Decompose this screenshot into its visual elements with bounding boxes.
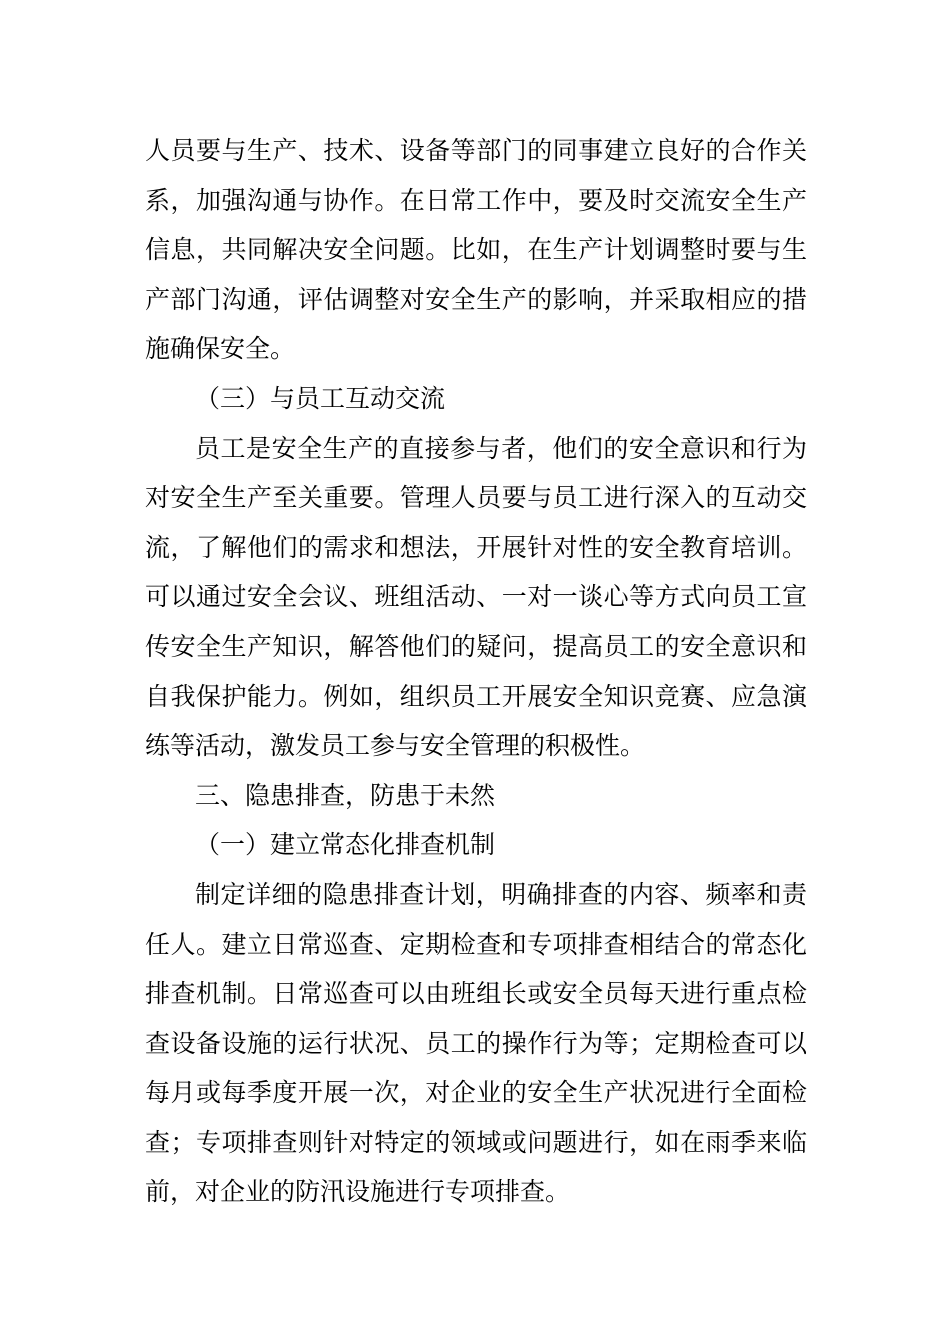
paragraph-continuation: 人员要与生产、技术、设备等部门的同事建立良好的合作关系，加强沟通与协作。在日常工作中，要及时交流安全生产信息，共同解决安全问题。比如，在生产计划调整时要与生产部门沟通，评估调整对安全生产的影响，并采取相应的措施确保安全。 bbox=[145, 136, 807, 364]
paragraph-inspection-plan: 制定详细的隐患排查计划，明确排查的内容、频率和责任人。建立日常巡查、定期检查和专项排查相结合的常态化排查机制。日常巡查可以由班组长或安全员每天进行重点检查设备设施的运行状况、员工的操作行为等；定期检查可以每月或每季度开展一次，对企业的安全生产状况进行全面检查；专项排查则针对特定的领域或问题进行，如在雨季来临前，对企业的防汛设施进行专项排查。 bbox=[145, 879, 807, 1207]
subheading-interact-with-employees: （三）与员工互动交流 bbox=[195, 383, 446, 413]
subheading-routine-inspection-mechanism: （一）建立常态化排查机制 bbox=[195, 830, 496, 860]
section-heading-hazard-inspection: 三、隐患排查，防患于未然 bbox=[195, 780, 496, 810]
document-body bbox=[145, 126, 807, 1217]
paragraph-employee-communication: 员工是安全生产的直接参与者，他们的安全意识和行为对安全生产至关重要。管理人员要与员工进行深入的互动交流，了解他们的需求和想法，开展针对性的安全教育培训。可以通过安全会议、班组活动、一对一谈心等方式向员工宣传安全生产知识，解答他们的疑问，提高员工的安全意识和自我保护能力。例如，组织员工开展安全知识竞赛、应急演练等活动，激发员工参与安全管理的积极性。 bbox=[145, 433, 807, 761]
